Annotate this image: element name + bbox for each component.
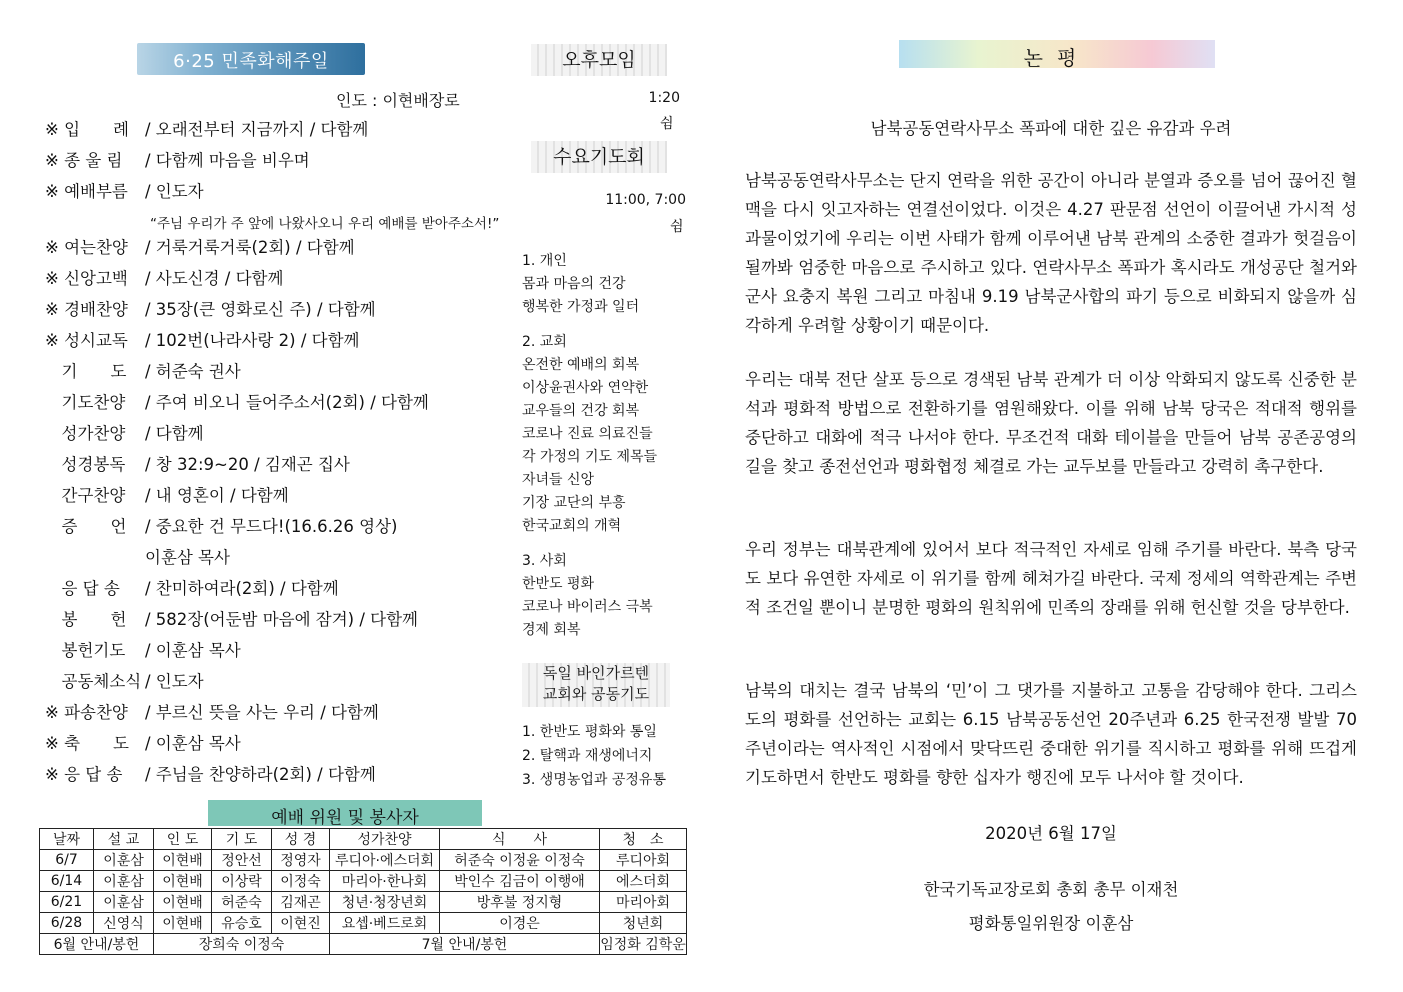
worship-item-label: ※ 예배부름 <box>45 182 128 201</box>
worship-item-label: ※ 경배찬양 <box>45 300 128 319</box>
prayer-group-heading: 2. 교회 <box>522 334 567 350</box>
table-row <box>40 850 687 871</box>
table-cell: 에스더회 <box>600 871 687 892</box>
editorial-date: 2020년 6월 17일 <box>985 824 1117 843</box>
table-cell: 허준숙 이정윤 이정숙 <box>440 850 600 871</box>
banner-title: 6·25 민족화해주일 <box>173 51 329 72</box>
table-cell: 이정숙 <box>272 871 330 892</box>
worship-item-text: / 중요한 건 무드다!(16.6.26 영상) <box>145 517 398 536</box>
prayer-item: 코로나 바이러스 극복 <box>522 599 653 615</box>
worship-item-label: 성가찬양 <box>45 424 126 443</box>
table-footer-cell: 임정화 김학운 <box>600 934 687 955</box>
worship-item-text: / 허준숙 권사 <box>145 362 241 381</box>
table-cell: 이경은 <box>440 913 600 934</box>
call-to-worship-quote: “주님 우리가 주 앞에 나왔사오니 우리 예배를 받아주소서!” <box>150 216 500 232</box>
table-cell: 이훈삼 <box>94 850 154 871</box>
worship-item-label: 공동체소식 <box>45 672 142 691</box>
table-cell: 정안선 <box>212 850 272 871</box>
worship-item-text: / 찬미하여라(2회) / 다함께 <box>145 579 339 598</box>
table-cell: 마리아·한나회 <box>330 871 440 892</box>
prayer-group <box>522 550 687 642</box>
table-cell: 루디아·에스더회 <box>330 850 440 871</box>
prayer-item: 자녀들 신앙 <box>522 472 595 488</box>
editorial-paragraph-3: 우리 정부는 대북관계에 있어서 보다 적극적인 자세로 임해 주기를 바란다. 북측 당국도 보다 유연한 자세로 이 위기를 함께 헤쳐가길 바란다. 국제 정세의 역학관계는 주변적 조건일 뿐이니 분명한 평화의 원칙위에 민족의 장래를 위해 헌신할 것을 당부한다. <box>745 540 1357 617</box>
table-banner-title: 예배 위원 및 봉사자 <box>271 808 419 828</box>
prayer-item: 한국교회의 개혁 <box>522 518 622 534</box>
section-banner-peace-sunday <box>137 43 365 75</box>
table-cell: 신영식 <box>94 913 154 934</box>
worship-item-label: ※ 종 울 림 <box>45 151 123 170</box>
prayer-item: 경제 회복 <box>522 622 581 638</box>
prayer-item: 교우들의 건강 회복 <box>522 403 640 419</box>
worship-item-text: / 이훈삼 목사 <box>145 641 241 660</box>
table-cell: 허준숙 <box>212 892 272 913</box>
table-header-cell: 설 교 <box>94 829 154 850</box>
wednesday-time: 11:00, 7:00 <box>605 192 686 208</box>
worship-item-text: / 부르신 뜻을 사는 우리 / 다함께 <box>145 703 379 722</box>
editorial-banner <box>899 40 1215 68</box>
table-cell: 방후불 정지형 <box>440 892 600 913</box>
worship-item-text: / 주님을 찬양하라(2회) / 다함께 <box>145 765 376 784</box>
worship-item-label: 기 도 <box>45 362 127 381</box>
table-footer-cell: 장희숙 이정숙 <box>154 934 330 955</box>
worship-item-text: / 오래전부터 지금까지 / 다함께 <box>145 120 369 139</box>
table-cell: 이현배 <box>154 850 212 871</box>
worship-item-text: / 주여 비오니 들어주소서(2회) / 다함께 <box>145 393 429 412</box>
prayer-item: 몸과 마음의 건강 <box>522 276 626 292</box>
worship-item-text: / 이훈삼 목사 <box>145 734 241 753</box>
afternoon-time: 1:20 <box>648 90 680 106</box>
worship-item-label: 증 언 <box>45 517 127 536</box>
worship-item-label: 기도찬양 <box>45 393 126 412</box>
prayer-group-heading: 3. 사회 <box>522 553 567 569</box>
table-header-row <box>40 829 687 850</box>
editorial-banner-title: 논평 <box>1023 46 1091 70</box>
worship-item-text: / 거룩거룩거룩(2회) / 다함께 <box>145 238 355 257</box>
worship-item-label: ※ 신앙고백 <box>45 269 128 288</box>
worship-item-text: / 인도자 <box>145 672 204 691</box>
worship-item-text: 이훈삼 목사 <box>145 548 230 567</box>
prayer-item: 온전한 예배의 회복 <box>522 357 640 373</box>
table-row <box>40 871 687 892</box>
table-cell: 이현배 <box>154 913 212 934</box>
worship-item-label: 성경봉독 <box>45 455 126 474</box>
prayer-item: 각 가정의 기도 제목들 <box>522 449 658 465</box>
prayer-topics <box>522 250 687 654</box>
worship-item-label: ※ 여는찬양 <box>45 238 128 257</box>
worship-item-text: / 내 영혼이 / 다함께 <box>145 486 289 505</box>
table-cell: 요셉·베드로회 <box>330 913 440 934</box>
table-cell: 청년회 <box>600 913 687 934</box>
worship-item-label: ※ 성시교독 <box>45 331 128 350</box>
weingarten-prayer-list <box>522 720 666 792</box>
worship-item-text: / 인도자 <box>145 182 204 201</box>
table-header-cell: 기 도 <box>212 829 272 850</box>
editorial-paragraph-4: 남북의 대치는 결국 남북의 ‘민’이 그 댓가를 지불하고 고통을 감당해야 한다. 그리스도의 평화를 선언하는 교회는 6.15 남북공동선언 20주년과 6.25 한국전쟁 발발 70주년이라는 역사적인 시점에서 맞닥뜨린 중대한 위기를 직시하고 평화를 위해 뜨겁게 기도하면서 한반도 평화를 향한 십자가 행진에 모두 나서야 할 것이다. <box>745 681 1357 787</box>
prayer-group-heading: 1. 개인 <box>522 253 567 269</box>
editorial-title: 남북공동연락사무소 폭파에 대한 깊은 유감과 우려 <box>870 119 1232 138</box>
worship-item-text: / 다함께 마음을 비우며 <box>145 151 310 170</box>
wednesday-prayer-title: 수요기도회 <box>531 141 667 173</box>
worship-item-label: 응 답 송 <box>45 579 120 598</box>
wednesday-note: 쉼 <box>670 219 684 235</box>
table-cell: 이훈삼 <box>94 892 154 913</box>
table-cell: 이현진 <box>272 913 330 934</box>
prayer-item: 행복한 가정과 일터 <box>522 299 640 315</box>
worship-item-label: 봉 헌 <box>45 610 127 629</box>
table-header-cell: 성 경 <box>272 829 330 850</box>
table-cell: 6/14 <box>40 871 94 892</box>
editorial-paragraph-2: 우리는 대북 전단 살포 등으로 경색된 남북 관계가 더 이상 악화되지 않도록 신중한 분석과 평화적 방법으로 전환하기를 염원해왔다. 이를 위해 남북 당국은 적대적 행위를 중단하고 대화에 적극 나서야 한다. 무조건적 대화 테이블을 만들어 남북 공존공영의 길을 찾고 종전선언과 평화협정 체결로 가는 교두보를 만들라고 강력히 촉구한다. <box>745 370 1357 476</box>
volunteer-table <box>39 828 687 955</box>
table-row <box>40 892 687 913</box>
table-cell: 박인수 김금이 이행애 <box>440 871 600 892</box>
prayer-group <box>522 250 687 319</box>
worship-item-text: / 582장(어둔밤 마음에 잠겨) / 다함께 <box>145 610 418 629</box>
table-header-cell: 인 도 <box>154 829 212 850</box>
table-footer-row <box>40 934 687 955</box>
table-cell: 김재곤 <box>272 892 330 913</box>
worship-item-text: / 창 32:9~20 / 김재곤 집사 <box>145 455 350 474</box>
table-cell: 마리아회 <box>600 892 687 913</box>
worship-item-text: / 사도신경 / 다함께 <box>145 269 284 288</box>
prayer-group <box>522 331 687 538</box>
signature-line-2: 평화통일위원장 이훈삼 <box>968 914 1134 933</box>
prayer-item: 기장 교단의 부흥 <box>522 495 626 511</box>
worship-item-text: / 102번(나라사랑 2) / 다함께 <box>145 331 360 350</box>
table-row <box>40 913 687 934</box>
table-cell: 이훈삼 <box>94 871 154 892</box>
table-header-cell: 날짜 <box>40 829 94 850</box>
worship-item-label: 간구찬양 <box>45 486 126 505</box>
list-item: 2. 탈핵과 재생에너지 <box>522 748 653 764</box>
table-cell: 청년·청장년회 <box>330 892 440 913</box>
worship-item-label: ※ 응 답 송 <box>45 765 123 784</box>
worship-item-text: / 다함께 <box>145 424 204 443</box>
afternoon-meeting-title: 오후모임 <box>531 44 667 76</box>
list-item: 1. 한반도 평화와 통일 <box>522 724 657 740</box>
table-header-cell: 청 소 <box>600 829 687 850</box>
table-cell: 6/28 <box>40 913 94 934</box>
table-header-cell: 성가찬양 <box>330 829 440 850</box>
editorial-paragraph-1: 남북공동연락사무소는 단지 연락을 위한 공간이 아니라 분열과 증오를 넘어 끊어진 혈맥을 다시 잇고자하는 연결선이었다. 이것은 4.27 판문점 선언이 이끌어낸 가시적 성과물이었기에 우리는 이번 사태가 함께 이루어낸 남북 관계의 소중한 결과가 헛걸음이 될까봐 엄중한 마음으로 주시하고 있다. 연락사무소 폭파가 혹시라도 개성공단 철거와 군사 요충지 복원 그리고 마침내 9.19 남북군사합의 파기 등으로 비화되지 않을까 심각하게 우려할 상황이기 때문이다. <box>745 171 1357 335</box>
table-header-cell: 식 사 <box>440 829 600 850</box>
table-cell: 6/7 <box>40 850 94 871</box>
list-item: 3. 생명농업과 공정유통 <box>522 772 666 788</box>
table-cell: 루디아회 <box>600 850 687 871</box>
signature-line-1: 한국기독교장로회 총회 총무 이재천 <box>923 880 1179 899</box>
weingarten-prayer-title <box>522 663 670 707</box>
worship-item-label: ※ 축 도 <box>45 734 129 753</box>
table-cell: 6/21 <box>40 892 94 913</box>
worship-item-label: 봉헌기도 <box>45 641 126 660</box>
table-cell: 이현배 <box>154 892 212 913</box>
table-cell: 이현배 <box>154 871 212 892</box>
table-footer-cell: 7월 안내/봉헌 <box>330 934 600 955</box>
table-cell: 이상락 <box>212 871 272 892</box>
weingarten-title-line2: 교회와 공동기도 <box>542 685 650 703</box>
volunteer-table-banner <box>208 800 482 826</box>
table-cell: 유승호 <box>212 913 272 934</box>
prayer-item: 이상윤권사와 연약한 <box>522 380 649 396</box>
table-cell: 정영자 <box>272 850 330 871</box>
leader-line: 인도 : 이현배장로 <box>336 91 460 110</box>
afternoon-note: 쉼 <box>660 116 674 132</box>
prayer-item: 코로나 진료 의료진들 <box>522 426 653 442</box>
weingarten-title-line1: 독일 바인가르텐 <box>542 664 650 682</box>
worship-item-label: ※ 파송찬양 <box>45 703 128 722</box>
prayer-item: 한반도 평화 <box>522 576 595 592</box>
worship-item-text: / 35장(큰 영화로신 주) / 다함께 <box>145 300 376 319</box>
table-footer-cell: 6월 안내/봉헌 <box>40 934 154 955</box>
worship-item-label: ※ 입 례 <box>45 120 129 139</box>
